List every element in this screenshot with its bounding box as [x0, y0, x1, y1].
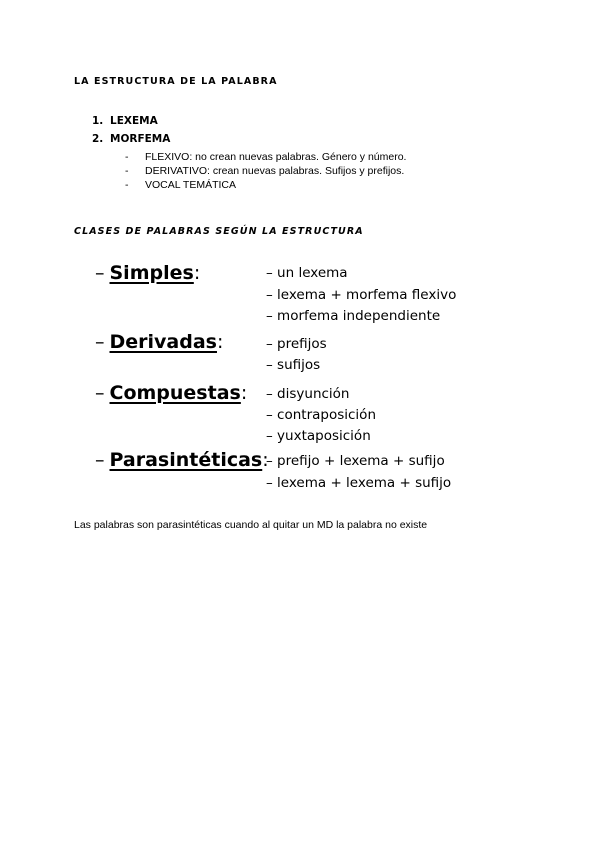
section-heading: CLASES DE PALABRAS SEGÚN LA ESTRUCTURA — [74, 226, 364, 237]
category-item: – lexema + morfema flexivo — [266, 287, 457, 303]
category-dash: – — [95, 449, 105, 471]
category-dash: – — [95, 382, 105, 404]
page-title: LA ESTRUCTURA DE LA PALABRA — [74, 76, 278, 87]
footnote-text: Las palabras son parasintéticas cuando al quitar un MD la palabra no existe — [74, 519, 428, 531]
sublist-text: DERIVATIVO: crean nuevas palabras. Sufijos y prefijos. — [145, 165, 405, 177]
sublist-item-derivativo — [125, 165, 404, 177]
sublist-item-flexivo — [125, 151, 406, 163]
category-item: – prefijo + lexema + sufijo — [266, 453, 445, 469]
category-item: – prefijos — [266, 336, 327, 352]
category-dash: – — [95, 331, 105, 353]
category-item: – lexema + lexema + sufijo — [266, 475, 452, 491]
category-colon: : — [240, 382, 248, 404]
category-title — [95, 262, 200, 284]
category-item: – sufijos — [266, 357, 321, 373]
category-item: – yuxtaposición — [266, 428, 371, 444]
list-number: 1. — [92, 115, 104, 127]
list-label: MORFEMA — [110, 133, 171, 145]
sublist-text: VOCAL TEMÁTICA — [145, 179, 237, 191]
category-colon: : — [262, 449, 269, 471]
dash-bullet: - — [125, 179, 129, 191]
sublist-text: FLEXIVO: no crean nuevas palabras. Género y número. — [145, 151, 407, 163]
category-colon: : — [193, 262, 201, 284]
list-item-lexema — [92, 115, 158, 127]
category-item: – disyunción — [266, 386, 350, 402]
category-name: Derivadas — [109, 331, 217, 353]
dash-bullet: - — [125, 151, 129, 163]
category-name: Simples — [109, 262, 194, 284]
category-title — [95, 331, 223, 353]
list-number: 2. — [92, 133, 104, 145]
sublist-item-vocal — [125, 179, 236, 191]
category-item: – contraposición — [266, 407, 376, 423]
category-colon: : — [216, 331, 224, 353]
dash-bullet: - — [125, 165, 129, 177]
category-item: – morfema independiente — [266, 308, 441, 324]
category-title — [95, 382, 247, 404]
list-item-morfema — [92, 133, 170, 145]
category-title — [95, 449, 269, 471]
category-dash: – — [95, 262, 105, 284]
category-name: Parasintéticas — [109, 449, 263, 471]
category-item: – un lexema — [266, 265, 348, 281]
list-label: LEXEMA — [110, 115, 158, 127]
category-name: Compuestas — [109, 382, 241, 404]
